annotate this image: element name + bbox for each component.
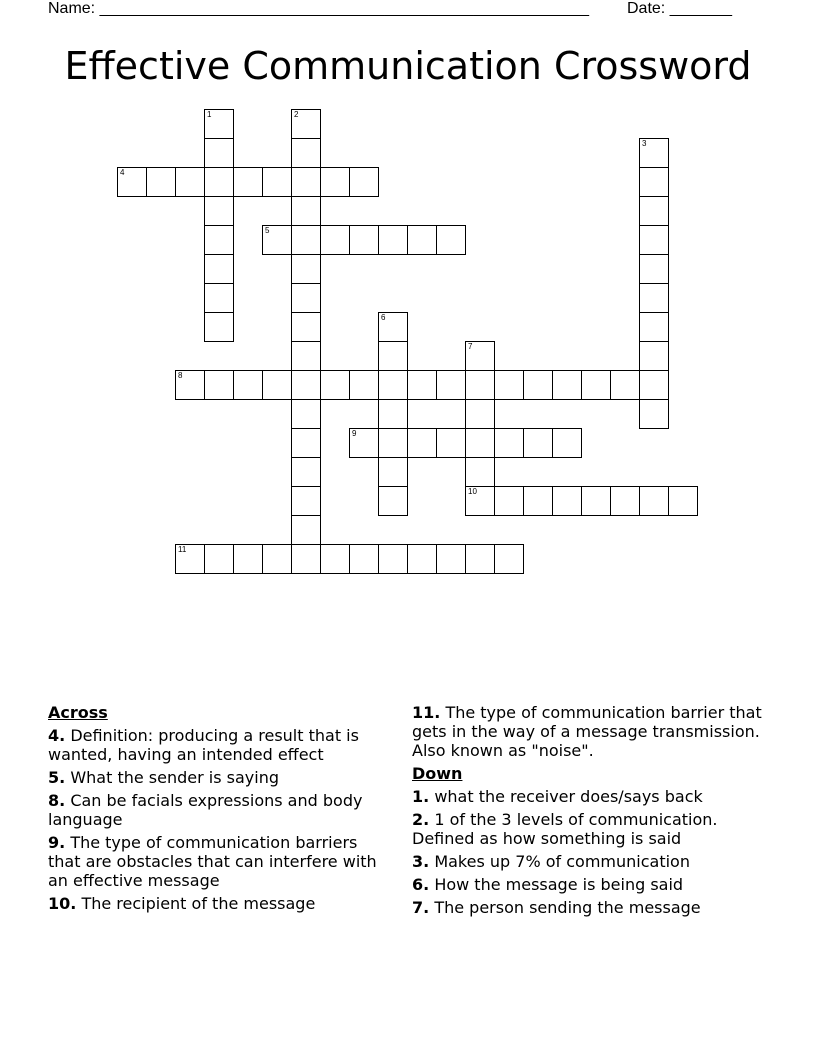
clue-number: 5 (265, 226, 270, 235)
crossword-cell[interactable] (494, 486, 524, 516)
crossword-cell[interactable] (262, 167, 292, 197)
crossword-cell[interactable] (378, 341, 408, 371)
crossword-cell[interactable] (291, 254, 321, 284)
crossword-cell[interactable] (291, 399, 321, 429)
crossword-cell[interactable] (523, 486, 553, 516)
down-clue (412, 898, 772, 917)
across-heading: Across (48, 703, 108, 722)
crossword-cell[interactable] (175, 167, 205, 197)
crossword-cell[interactable] (465, 428, 495, 458)
crossword-cell[interactable] (378, 544, 408, 574)
clue-number-label: 6. (412, 875, 430, 894)
crossword-cell[interactable] (320, 225, 350, 255)
clue-text: Definition: producing a result that is wanted, having an intended effect (48, 726, 359, 764)
across-clue (48, 726, 393, 764)
clue-text: The person sending the message (434, 898, 701, 917)
crossword-cell[interactable] (494, 544, 524, 574)
down-clue (412, 875, 772, 894)
clue-number: 8 (178, 371, 183, 380)
clue-text: What the sender is saying (70, 768, 279, 787)
crossword-cell[interactable] (262, 370, 292, 400)
crossword-cell[interactable] (349, 225, 379, 255)
crossword-cell[interactable] (349, 370, 379, 400)
crossword-cell[interactable] (407, 428, 437, 458)
crossword-cell[interactable] (262, 544, 292, 574)
crossword-cell[interactable] (291, 486, 321, 516)
crossword-cell[interactable] (552, 486, 582, 516)
down-heading: Down (412, 764, 463, 783)
crossword-cell[interactable] (610, 486, 640, 516)
crossword-cell[interactable] (262, 225, 292, 255)
crossword-cell[interactable] (291, 196, 321, 226)
clue-number-label: 1. (412, 787, 430, 806)
crossword-cell[interactable] (320, 544, 350, 574)
crossword-cell[interactable] (436, 428, 466, 458)
crossword-cell[interactable] (668, 486, 698, 516)
crossword-cell[interactable] (291, 283, 321, 313)
crossword-cell[interactable] (581, 486, 611, 516)
across-clue (48, 894, 393, 913)
across-clue (412, 703, 772, 760)
crossword-cell[interactable] (610, 370, 640, 400)
clues-column-left (48, 703, 393, 917)
clue-number: 4 (120, 168, 125, 177)
clue-text: The type of communication barrier that gets in the way of a message transmission. Also known as "noise". (412, 703, 762, 760)
clue-number-label: 7. (412, 898, 430, 917)
crossword-cell[interactable] (407, 370, 437, 400)
clue-number: 10 (468, 487, 477, 496)
crossword-cell[interactable] (204, 370, 234, 400)
name-line: _______________________________________________________ (99, 0, 589, 17)
crossword-cell[interactable] (581, 370, 611, 400)
date-line: _______ (669, 0, 732, 17)
crossword-cell[interactable] (378, 225, 408, 255)
crossword-cell[interactable] (233, 544, 263, 574)
clue-number-label: 5. (48, 768, 66, 787)
across-clue (48, 768, 393, 787)
crossword-cell[interactable] (407, 225, 437, 255)
crossword-cell[interactable] (378, 399, 408, 429)
crossword-cell[interactable] (465, 544, 495, 574)
crossword-cell[interactable] (639, 225, 669, 255)
crossword-cell[interactable] (436, 225, 466, 255)
crossword-cell[interactable] (349, 167, 379, 197)
crossword-cell[interactable] (436, 370, 466, 400)
crossword-cell[interactable] (320, 370, 350, 400)
crossword-cell[interactable] (320, 167, 350, 197)
crossword-cell[interactable] (291, 109, 321, 139)
crossword-cell[interactable] (494, 428, 524, 458)
crossword-cell[interactable] (204, 544, 234, 574)
crossword-cell[interactable] (349, 428, 379, 458)
crossword-cell[interactable] (639, 312, 669, 342)
crossword-cell[interactable] (639, 341, 669, 371)
down-clue (412, 852, 772, 871)
crossword-cell[interactable] (349, 544, 379, 574)
crossword-cell[interactable] (175, 370, 205, 400)
name-label: Name: (48, 0, 96, 17)
crossword-cell[interactable] (639, 167, 669, 197)
clue-text: The recipient of the message (81, 894, 316, 913)
crossword-cell[interactable] (204, 196, 234, 226)
crossword-cell[interactable] (639, 283, 669, 313)
crossword-cell[interactable] (639, 254, 669, 284)
clue-number: 7 (468, 342, 473, 351)
crossword-cell[interactable] (233, 167, 263, 197)
crossword-cell[interactable] (523, 428, 553, 458)
clue-text: Can be facials expressions and body language (48, 791, 363, 829)
crossword-cell[interactable] (639, 399, 669, 429)
crossword-cell[interactable] (552, 370, 582, 400)
crossword-cell[interactable] (639, 486, 669, 516)
crossword-cell[interactable] (117, 167, 147, 197)
crossword-cell[interactable] (639, 370, 669, 400)
crossword-cell[interactable] (204, 225, 234, 255)
clue-number-label: 10. (48, 894, 77, 913)
clue-number: 9 (352, 429, 357, 438)
crossword-cell[interactable] (523, 370, 553, 400)
clue-number: 1 (207, 110, 212, 119)
crossword-cell[interactable] (291, 341, 321, 371)
page-title: Effective Communication Crossword (64, 44, 752, 88)
across-clue (48, 833, 393, 890)
clue-number-label: 3. (412, 852, 430, 871)
clue-number-label: 9. (48, 833, 66, 852)
crossword-cell[interactable] (233, 370, 263, 400)
clue-number-label: 11. (412, 703, 441, 722)
crossword-cell[interactable] (465, 457, 495, 487)
crossword-cell[interactable] (291, 428, 321, 458)
crossword-cell[interactable] (378, 457, 408, 487)
crossword-cell[interactable] (378, 428, 408, 458)
crossword-cell[interactable] (378, 370, 408, 400)
crossword-cell[interactable] (175, 544, 205, 574)
clue-number-label: 2. (412, 810, 430, 829)
clue-text: Makes up 7% of communication (434, 852, 690, 871)
crossword-cell[interactable] (494, 370, 524, 400)
crossword-cell[interactable] (436, 544, 466, 574)
across-clue (48, 791, 393, 829)
crossword-cell[interactable] (378, 486, 408, 516)
crossword-cell[interactable] (291, 457, 321, 487)
clue-number: 3 (642, 139, 647, 148)
clue-number: 6 (381, 313, 386, 322)
crossword-cell[interactable] (204, 167, 234, 197)
crossword-cell[interactable] (465, 486, 495, 516)
crossword-cell[interactable] (204, 138, 234, 168)
crossword-cell[interactable] (146, 167, 176, 197)
crossword-cell[interactable] (291, 312, 321, 342)
crossword-cell[interactable] (465, 341, 495, 371)
crossword-cell[interactable] (407, 544, 437, 574)
crossword-cell[interactable] (204, 109, 234, 139)
crossword-cell[interactable] (291, 167, 321, 197)
clue-number: 2 (294, 110, 299, 119)
clue-text: How the message is being said (434, 875, 684, 894)
clue-number-label: 8. (48, 791, 66, 810)
down-clue (412, 787, 772, 806)
crossword-cell[interactable] (204, 254, 234, 284)
date-label: Date: (627, 0, 666, 17)
crossword-cell[interactable] (291, 544, 321, 574)
clue-text: what the receiver does/says back (434, 787, 703, 806)
crossword-cell[interactable] (465, 399, 495, 429)
clue-text: 1 of the 3 levels of communication. Defined as how something is said (412, 810, 718, 848)
crossword-cell[interactable] (291, 138, 321, 168)
crossword-cell[interactable] (204, 312, 234, 342)
crossword-cell[interactable] (378, 312, 408, 342)
crossword-cell[interactable] (552, 428, 582, 458)
clue-number: 11 (178, 545, 187, 554)
crossword-cell[interactable] (291, 370, 321, 400)
crossword-cell[interactable] (204, 283, 234, 313)
crossword-cell[interactable] (465, 370, 495, 400)
crossword-cell[interactable] (291, 515, 321, 545)
crossword-cell[interactable] (639, 138, 669, 168)
down-clue (412, 810, 772, 848)
clue-number-label: 4. (48, 726, 66, 745)
crossword-cell[interactable] (639, 196, 669, 226)
crossword-cell[interactable] (291, 225, 321, 255)
clue-text: The type of communication barriers that are obstacles that can interfere with an effective message (48, 833, 377, 890)
clues-column-right (412, 703, 772, 921)
